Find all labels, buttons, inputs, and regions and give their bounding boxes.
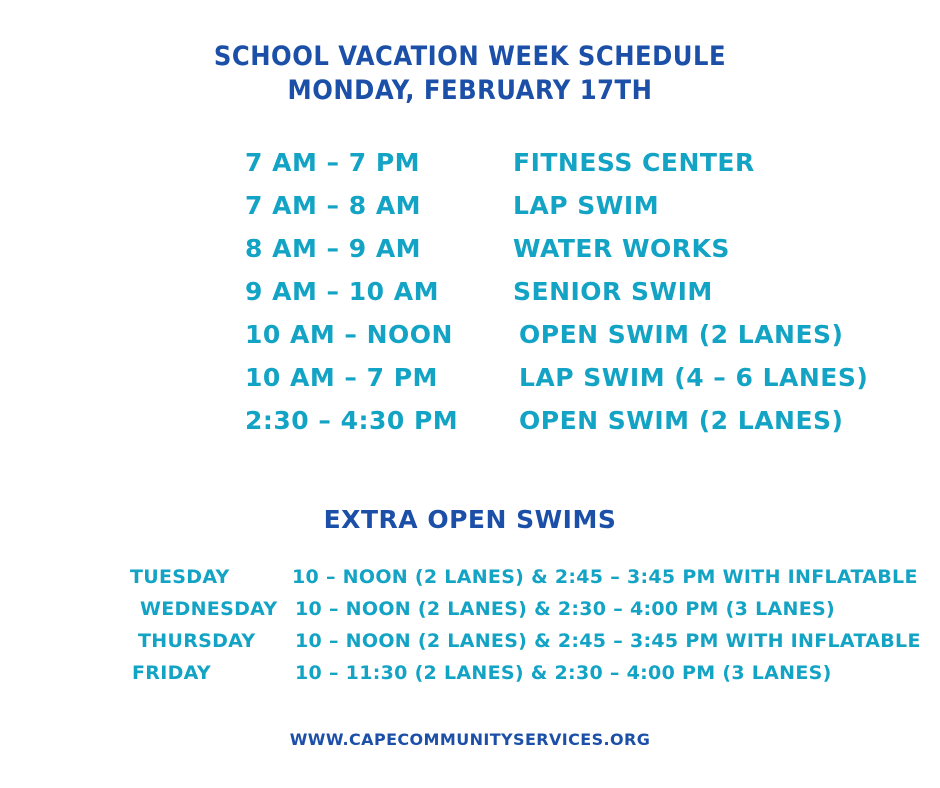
extra-swim-day: FRIDAY: [132, 662, 211, 684]
poster-title: [0, 0, 940, 108]
extra-swim-row: [0, 630, 940, 662]
extra-swim-day: THURSDAY: [138, 630, 256, 652]
extra-swim-detail: 10 – NOON (2 LANES) & 2:30 – 4:00 PM (3 LANES): [295, 598, 835, 620]
extra-swim-row: [0, 566, 940, 598]
schedule-activity: OPEN SWIM (2 LANES): [519, 320, 844, 349]
schedule-activity: SENIOR SWIM: [513, 277, 713, 306]
title-line-1: SCHOOL VACATION WEEK SCHEDULE: [213, 41, 727, 72]
extra-swim-detail: 10 – NOON (2 LANES) & 2:45 – 3:45 PM WITH INFLATABLE: [292, 566, 918, 588]
schedule-time: 10 AM – 7 PM: [245, 363, 438, 392]
schedule-row: [245, 191, 940, 234]
extra-swim-row: [0, 662, 940, 694]
schedule-time: 7 AM – 7 PM: [245, 148, 421, 177]
schedule-activity: OPEN SWIM (2 LANES): [519, 406, 844, 435]
extra-open-swims-heading: EXTRA OPEN SWIMS: [323, 505, 617, 534]
schedule-time: 7 AM – 8 AM: [245, 191, 422, 220]
schedule-activity: LAP SWIM: [513, 191, 660, 220]
schedule-row: [245, 363, 940, 406]
schedule-row: [245, 320, 940, 363]
title-line-2: MONDAY, FEBRUARY 17TH: [287, 75, 653, 106]
schedule-time: 10 AM – NOON: [245, 320, 453, 349]
extra-swim-day: TUESDAY: [130, 566, 230, 588]
schedule-time: 8 AM – 9 AM: [245, 234, 422, 263]
extra-swim-detail: 10 – 11:30 (2 LANES) & 2:30 – 4:00 PM (3 LANES): [295, 662, 832, 684]
schedule-row: [245, 277, 940, 320]
schedule-activity: LAP SWIM (4 – 6 LANES): [519, 363, 869, 392]
schedule-activity: FITNESS CENTER: [513, 148, 755, 177]
extra-swim-detail: 10 – NOON (2 LANES) & 2:45 – 3:45 PM WITH INFLATABLE: [295, 630, 921, 652]
website-link[interactable]: WWW.CAPECOMMUNITYSERVICES.ORG: [289, 730, 651, 749]
extra-open-swims-list: [0, 566, 940, 694]
daily-schedule-list: [0, 148, 940, 449]
schedule-time: 2:30 – 4:30 PM: [245, 406, 459, 435]
schedule-row: [245, 148, 940, 191]
poster-footer: [0, 730, 940, 749]
schedule-time: 9 AM – 10 AM: [245, 277, 439, 306]
schedule-activity: WATER WORKS: [513, 234, 730, 263]
schedule-row: [245, 234, 940, 277]
extra-swim-row: [0, 598, 940, 630]
extra-swim-day: WEDNESDAY: [140, 598, 278, 620]
schedule-row: [245, 406, 940, 449]
